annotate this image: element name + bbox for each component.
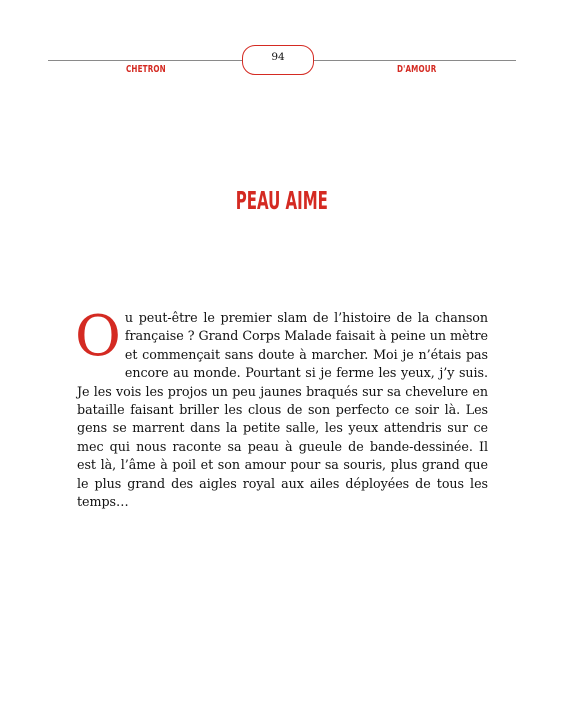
header-rule-right (314, 60, 516, 61)
paragraph-text: u peut-être le premier slam de l’histoire de la chanson française ? Grand Corps Malade faisait à peine un mètre et commençait sans doute à marcher. Moi je n’étais pas encore au monde. Pourtant si je ferme les yeux, j’y suis. Je les vois les projos un peu jaunes braqués sur sa chevelure en bataille faisant briller les clous de son perfecto ce soir là. Les gens se marrent dans la petite salle, les yeux attendris sur ce mec qui nous raconte sa peau à gueule de bande-dessinée. Il est là, l’âme à poil et son amour pour sa souris, plus grand que le plus grand des aigles royal aux ailes déployées de tous les temps… (77, 310, 488, 510)
drop-cap: O (75, 304, 121, 369)
header-rule-left (48, 60, 244, 61)
chapter-title-text: PEAU AIME (235, 186, 329, 215)
running-head-right: D'AMOUR (397, 64, 437, 75)
running-head-left: CHETRON (126, 64, 166, 75)
page-number-badge (242, 45, 314, 75)
chapter-title (0, 183, 564, 219)
page-number: 94 (271, 51, 285, 63)
body-paragraph (75, 304, 488, 511)
